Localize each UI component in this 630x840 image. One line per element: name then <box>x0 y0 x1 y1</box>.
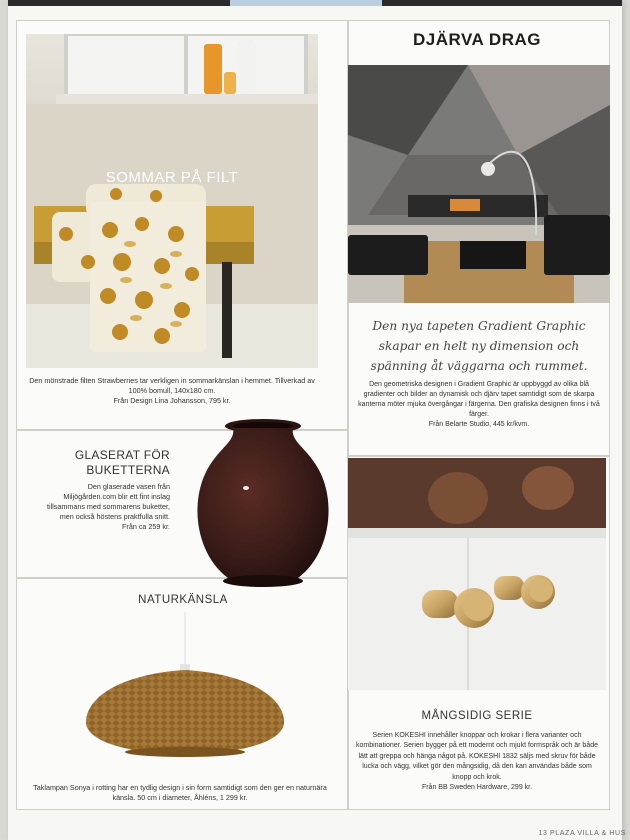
glaserat-title <box>36 448 170 478</box>
glaserat-title-line1: GLASERAT FÖR <box>74 448 170 462</box>
mangsidig-text <box>352 731 602 793</box>
magazine-page <box>8 0 626 840</box>
naturkansla-title: NATURKÄNSLA <box>138 594 228 606</box>
glaserat-title-line2: BUKETTERNA <box>86 463 170 477</box>
sommar-caption-text: Den mönstrade filten Strawberries tar verkligen in sommarkänslan i hemmet. Tillverkad av 100% bomull, 140x180 cm. <box>29 376 315 395</box>
djarva-quote: Den nya tapeten Gradient Graphic skapar en helt ny dimension och spänning åt väggarna och rummet. <box>370 319 588 373</box>
glaserat-source: Från ca 259 kr. <box>122 522 170 531</box>
sommar-title: SOMMAR PÅ FILT <box>105 169 239 186</box>
sommar-caption <box>26 376 318 406</box>
djarva-description: Den geometriska designen i Gradient Graphic är uppbyggd av olika blå gradienter och bilder an dynamisk och djärv tapet samtidigt som de skarpa kanterna möter mjuka övergångar i färgerna. Den grafiska designen finns i två färger. <box>358 381 600 418</box>
page-footer: 13 PLAZA VILLA & HUS <box>538 830 626 837</box>
glaserat-description: Den glaserade vasen från Miljögården.com blir ett fint inslag tillsammans med sommarens buketter, men också höstens praktfulla snitt. <box>46 482 170 521</box>
glaserat-text <box>36 482 170 532</box>
gradient-wallpaper-room-photo <box>348 65 610 303</box>
mangsidig-source: Från BB Sweden Hardware, 299 kr. <box>421 784 533 792</box>
mangsidig-title: MÅNGSIDIG SERIE <box>421 710 533 722</box>
strawberry-blanket-photo <box>26 34 318 368</box>
kokeshi-knobs-photo <box>348 458 606 690</box>
rattan-lamp-image <box>80 612 290 762</box>
sommar-source: Från Design Lina Johansson, 795 kr. <box>113 396 231 405</box>
top-color-tab <box>230 0 382 6</box>
naturkansla-caption: Taklampan Sonya i rotting har en tydlig design i sin form samtidigt som den ger en naturnära känsla. 50 cm i diameter, Åhléns, 1 299 kr. <box>33 783 327 802</box>
djarva-title: DJÄRVA DRAG <box>413 30 541 49</box>
djarva-source: Från Belarte Studio, 445 kr/kvm. <box>428 421 530 428</box>
glazed-vase-image <box>188 418 338 590</box>
djarva-text <box>354 380 604 430</box>
mangsidig-description: Serien KOKESHI innehåller knoppar och krokar i flera varianter och kombinationer. Serien bygger på ett modernt och mjukt formspråk och är både lätt att greppa och hänga något på. KOKESHI 1832 säljs med skruv för både lucka och vägg, vilket gör den mångsidig, då den kan användas både som knopp och krok. <box>355 732 599 781</box>
